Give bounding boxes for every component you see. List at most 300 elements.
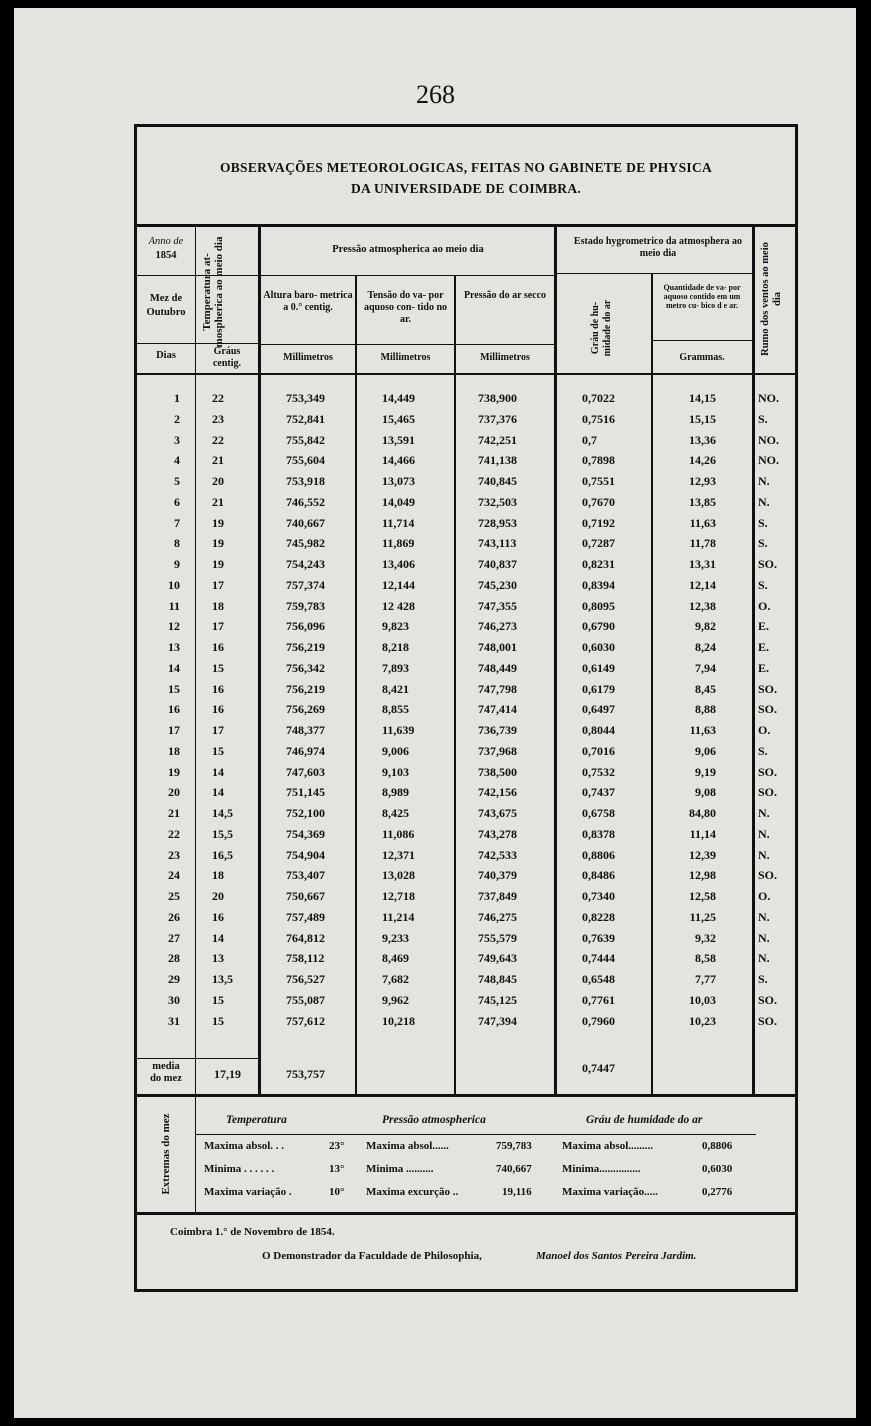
cell-day: 21 [168,806,180,820]
cell-altura: 757,612 [286,1013,325,1028]
table-row [136,948,796,969]
table-row [136,699,796,720]
cell-vapor: 8,24 [695,640,716,654]
cell-humidade: 0,7192 [582,515,615,530]
cell-pressao: 736,739 [478,723,517,737]
cell-tensao: 8,425 [382,806,409,820]
table-row [136,907,796,928]
cell-vento: E. [758,640,770,654]
extremas-col-rule [195,1096,196,1212]
cell-tensao: 14,466 [382,453,415,468]
ext-p-max-label: Maxima absol...... [366,1140,449,1152]
cell-day: 28 [168,951,180,966]
cell-vento: N. [758,847,770,862]
ext-h-var-value: 0,2776 [702,1186,733,1198]
table-row [136,762,796,783]
table-row [136,845,796,866]
cell-vento: O. [758,598,771,613]
cell-humidade: 0,7639 [582,930,615,945]
table-row [136,533,796,554]
cell-vento: O. [758,723,771,737]
cell-vento: S. [758,743,768,758]
table-row [136,658,796,679]
cell-vapor: 12,14 [689,577,716,592]
cell-vapor: 11,78 [689,536,716,551]
cell-vapor: 10,23 [689,1013,716,1028]
cell-temp: 17 [212,619,224,634]
cell-tensao: 14,449 [382,391,415,405]
cell-tensao: 8,469 [382,951,409,966]
cell-pressao: 748,845 [478,972,517,986]
cell-temp: 16 [212,681,224,696]
cell-temp: 19 [212,536,224,551]
cell-pressao: 747,394 [478,1013,517,1028]
cell-pressao: 742,533 [478,847,517,862]
cell-pressao: 755,579 [478,930,517,945]
cell-day: 26 [168,909,180,924]
cell-tensao: 8,989 [382,785,409,800]
cell-vapor: 84,80 [689,806,716,820]
cell-altura: 752,100 [286,806,325,820]
ext-p-var-value: 19,116 [502,1186,532,1198]
cell-temp: 21 [212,494,224,509]
table-row [136,616,796,637]
cell-altura: 748,377 [286,723,325,737]
cell-tensao: 8,421 [382,681,409,696]
extremas-top-rule [136,1094,796,1097]
cell-altura: 755,842 [286,432,325,447]
cell-altura: 746,974 [286,743,325,758]
cell-vapor: 7,94 [695,660,716,675]
ext-t-var-value: 10° [329,1186,345,1198]
cell-altura: 753,918 [286,474,325,488]
cell-temp: 23 [212,411,224,426]
cell-vapor: 11,14 [689,826,716,841]
cell-day: 12 [168,619,180,634]
cell-humidade: 0,6179 [582,681,615,696]
cell-temp: 15 [212,660,224,675]
cell-altura: 755,604 [286,453,325,468]
ext-t-max-label: Maxima absol. . . [204,1140,285,1152]
table-row [136,554,796,575]
cell-temp: 15,5 [212,826,233,841]
table-row [136,679,796,700]
cell-temp: 15 [212,743,224,758]
cell-temp: 16 [212,909,224,924]
cell-day: 22 [168,826,180,841]
cell-altura: 754,904 [286,847,325,862]
cell-day: 24 [168,868,180,883]
cell-altura: 756,269 [286,702,325,717]
footer-signature-prefix: O Demonstrador da Faculdade de Philosophia, [262,1250,482,1262]
cell-day: 2 [174,411,180,426]
cell-humidade: 0,7960 [582,1013,615,1028]
cell-humidade: 0,7 [582,432,597,447]
extremas-head-rule [196,1134,756,1135]
cell-vapor: 9,19 [695,764,716,779]
cell-day: 23 [168,847,180,862]
table-row [136,575,796,596]
cell-vento: N. [758,909,770,924]
cell-pressao: 738,900 [478,391,517,405]
cell-temp: 14 [212,930,224,945]
table-row [136,409,796,430]
cell-vapor: 9,08 [695,785,716,800]
cell-humidade: 0,7532 [582,764,615,779]
cell-altura: 756,219 [286,681,325,696]
table-row [136,637,796,658]
header-tensao: Tensão do va- por aquoso con- tido no ar. [363,290,448,325]
cell-vento: SO. [758,1013,778,1028]
header-mez: Mez de [149,293,183,304]
cell-vento: SO. [758,868,778,883]
table-row [136,990,796,1011]
cell-day: 8 [174,536,180,551]
cell-tensao: 11,086 [382,826,415,841]
cell-vapor: 11,63 [689,515,716,530]
ext-h-min-value: 0,6030 [702,1163,733,1175]
cell-temp: 14 [212,785,224,800]
cell-altura: 764,812 [286,930,325,945]
cell-vento: S. [758,972,768,986]
cell-vapor: 9,32 [695,930,716,945]
cell-pressao: 746,273 [478,619,517,634]
cell-altura: 756,527 [286,972,325,986]
cell-humidade: 0,8095 [582,598,615,613]
cell-day: 25 [168,889,180,903]
cell-humidade: 0,6149 [582,660,615,675]
ext-t-var-label: Maxima variação . [204,1186,292,1198]
cell-vento: S. [758,411,768,426]
header-quantidade: Quantidade de va- por aquoso contido em um metro cu- bico d e ar. [663,283,741,310]
cell-pressao: 745,125 [478,992,517,1007]
cell-vento: N. [758,826,770,841]
media-label-1: media [152,1061,180,1072]
header-mez-name: Outubro [146,307,186,318]
cell-tensao: 11,214 [382,909,415,924]
cell-vento: SO. [758,992,778,1007]
cell-vento: N. [758,806,770,820]
cell-day: 30 [168,992,180,1007]
cell-altura: 757,374 [286,577,325,592]
ext-t-min-value: 13° [329,1163,345,1175]
cell-altura: 758,112 [286,951,325,966]
cell-temp: 18 [212,598,224,613]
cell-vento: N. [758,474,770,488]
cell-vapor: 11,25 [689,909,716,924]
cell-temp: 19 [212,557,224,571]
cell-day: 31 [168,1013,180,1028]
cell-vapor: 12,38 [689,598,716,613]
cell-temp: 18 [212,868,224,883]
header-rumo: Rumo dos ventos ao meio dia [760,242,783,356]
cell-temp: 15 [212,1013,224,1028]
cell-vapor: 14,15 [689,391,716,405]
cell-temp: 13 [212,951,224,966]
table-row [136,513,796,534]
cell-altura: 756,219 [286,640,325,654]
cell-day: 18 [168,743,180,758]
cell-humidade: 0,8044 [582,723,615,737]
cell-temp: 16 [212,702,224,717]
media-label-2: do mez [150,1073,182,1084]
cell-day: 16 [168,702,180,717]
cell-tensao: 12,144 [382,577,415,592]
table-row [136,969,796,990]
header-dias: Dias [156,350,176,361]
cell-vento: NO. [758,391,779,405]
cell-tensao: 8,218 [382,640,409,654]
header-pressao: Pressão atmospherica ao meio dia [332,244,484,255]
header-mm-3: Millimetros [480,352,530,363]
cell-tensao: 9,233 [382,930,409,945]
cell-temp: 17 [212,723,224,737]
cell-vapor: 12,39 [689,847,716,862]
cell-day: 17 [168,723,180,737]
cell-temp: 20 [212,889,224,903]
cell-pressao: 743,278 [478,826,517,841]
cell-humidade: 0,8394 [582,577,615,592]
ext-t-min-label: Minima . . . . . . [204,1163,275,1175]
cell-tensao: 13,406 [382,557,415,571]
cell-vento: E. [758,619,770,634]
cell-altura: 745,982 [286,536,325,551]
title-line-1: OBSERVAÇÕES METEOROLOGICAS, FEITAS NO GABINETE DE PHYSICA [219,160,713,175]
cell-tensao: 11,869 [382,536,415,551]
cell-pressao: 737,968 [478,743,517,758]
cell-pressao: 728,953 [478,515,517,530]
cell-day: 6 [174,494,180,509]
header-mm-2: Millimetros [380,352,431,363]
table-row [136,492,796,513]
cell-humidade: 0,7670 [582,494,615,509]
media-humidade: 0,7447 [582,1061,615,1075]
cell-altura: 755,087 [286,992,325,1007]
cell-altura: 750,667 [286,889,325,903]
cell-pressao: 738,500 [478,764,517,779]
header-mm-1: Millimetros [283,352,333,363]
table-row [136,865,796,886]
cell-temp: 13,5 [212,972,233,986]
cell-altura: 756,342 [286,660,325,675]
cell-tensao: 8,855 [382,702,409,717]
cell-altura: 747,603 [286,764,325,779]
cell-day: 14 [168,660,180,675]
cell-vapor: 9,82 [695,619,716,634]
cell-pressao: 737,849 [478,889,517,903]
cell-pressao: 740,379 [478,868,517,883]
cell-tensao: 12 428 [382,598,415,613]
cell-humidade: 0,6758 [582,806,615,820]
cell-vapor: 12,93 [689,474,716,488]
cell-pressao: 745,230 [478,577,517,592]
cell-day: 20 [168,785,180,800]
cell-temp: 15 [212,992,224,1007]
cell-temp: 21 [212,453,224,468]
cell-tensao: 9,103 [382,764,409,779]
cell-tensao: 13,028 [382,868,415,883]
cell-vento: S. [758,515,768,530]
cell-temp: 22 [212,432,224,447]
cell-vapor: 15,15 [689,411,716,426]
ext-pres-head: Pressão atmospherica [382,1114,486,1126]
header-anno: Anno de [148,236,184,247]
cell-vento: SO. [758,764,778,779]
cell-humidade: 0,8486 [582,868,615,883]
ext-p-var-label: Maxima excurção .. [366,1186,459,1198]
cell-tensao: 11,714 [382,515,415,530]
cell-humidade: 0,8378 [582,826,615,841]
header-rule-estado [556,273,752,274]
header-temperatura: Temperatura at- mospherica ao meio dia [201,236,225,348]
ext-p-max-value: 759,783 [496,1140,532,1152]
header-rule-units [260,344,556,345]
cell-humidade: 0,6790 [582,619,615,634]
cell-tensao: 9,006 [382,743,409,758]
cell-vapor: 13,31 [689,557,716,571]
header-rule-anno [136,275,260,276]
cell-tensao: 9,962 [382,992,409,1007]
cell-pressao: 748,001 [478,640,517,654]
header-rule-quant [652,340,752,341]
cell-tensao: 10,218 [382,1013,415,1028]
table-row [136,928,796,949]
cell-pressao: 747,798 [478,681,517,696]
cell-vento: O. [758,889,771,903]
header-grammas: Grammas. [679,352,725,363]
cell-pressao: 749,643 [478,951,517,966]
cell-vento: NO. [758,432,779,447]
cell-temp: 20 [212,474,224,488]
cell-vento: E. [758,660,770,675]
header-top-rule [136,224,796,227]
cell-altura: 753,349 [286,391,325,405]
cell-tensao: 13,591 [382,432,415,447]
footer-rule [136,1212,796,1215]
cell-pressao: 746,275 [478,909,517,924]
cell-altura: 754,243 [286,557,325,571]
table-row [136,741,796,762]
cell-humidade: 0,7022 [582,391,615,405]
cell-vapor: 9,06 [695,743,716,758]
ext-hum-head: Gráu de humidade do ar [586,1114,703,1126]
cell-day: 29 [168,972,180,986]
ext-p-min-value: 740,667 [496,1163,532,1175]
cell-temp: 19 [212,515,224,530]
cell-vapor: 14,26 [689,453,716,468]
footer-date: Coimbra 1.° de Novembro de 1854. [170,1226,335,1238]
footer-signature-name: Manoel dos Santos Pereira Jardim. [536,1250,697,1262]
cell-pressao: 732,503 [478,494,517,509]
cell-day: 11 [168,598,180,613]
header-bottom-rule [136,373,796,375]
cell-humidade: 0,7340 [582,889,615,903]
cell-pressao: 743,675 [478,806,517,820]
cell-pressao: 747,355 [478,598,517,613]
header-graus: Gráus [213,346,241,357]
cell-humidade: 0,7551 [582,474,615,488]
cell-tensao: 13,073 [382,474,415,488]
cell-temp: 14 [212,764,224,779]
cell-altura: 759,783 [286,598,325,613]
table-row [136,596,796,617]
table-row [136,824,796,845]
media-altura: 753,757 [286,1067,325,1081]
cell-vento: N. [758,951,770,966]
cell-vapor: 8,88 [695,702,716,717]
cell-altura: 754,369 [286,826,325,841]
cell-humidade: 0,7444 [582,951,615,966]
cell-humidade: 0,6548 [582,972,615,986]
cell-vapor: 8,45 [695,681,716,696]
table-row [136,1011,796,1032]
cell-humidade: 0,8228 [582,909,615,924]
cell-temp: 16 [212,640,224,654]
cell-pressao: 737,376 [478,411,517,426]
table-row [136,886,796,907]
cell-altura: 746,552 [286,494,325,509]
table-row [136,803,796,824]
cell-day: 9 [174,557,180,571]
cell-humidade: 0,7898 [582,453,615,468]
cell-day: 4 [174,453,180,468]
table-row [136,720,796,741]
cell-day: 5 [174,474,180,488]
table-row [136,388,796,409]
cell-vapor: 8,58 [695,951,716,966]
ext-t-max-value: 23° [329,1140,345,1152]
cell-day: 27 [168,930,180,945]
header-centig: centig. [212,358,242,369]
cell-vento: SO. [758,785,778,800]
cell-vapor: 12,98 [689,868,716,883]
cell-day: 13 [168,640,180,654]
page-number: 268 [416,80,455,109]
cell-temp: 17 [212,577,224,592]
header-grau-humidade: Gráu de hu- midade do ar [590,299,613,357]
cell-altura: 753,407 [286,868,325,883]
cell-pressao: 740,845 [478,474,517,488]
header-pressao-ar: Pressão do ar secco [463,290,547,301]
ext-h-var-label: Maxima variação..... [562,1186,658,1198]
table-row [136,430,796,451]
cell-temp: 16,5 [212,847,233,862]
cell-humidade: 0,7437 [582,785,615,800]
cell-tensao: 9,823 [382,619,409,634]
cell-day: 19 [168,764,180,779]
cell-temp: 22 [212,391,224,405]
header-altura: Altura baro- metrica a 0.° centig. [263,290,353,313]
cell-day: 10 [168,577,180,592]
table-row [136,471,796,492]
cell-altura: 751,145 [286,785,325,800]
ext-temp-head: Temperatura [226,1114,287,1126]
cell-vento: N. [758,930,770,945]
cell-pressao: 742,251 [478,432,517,447]
cell-altura: 757,489 [286,909,325,924]
cell-tensao: 7,893 [382,660,409,675]
cell-pressao: 742,156 [478,785,517,800]
cell-vento: SO. [758,557,778,571]
ext-h-max-value: 0,8806 [702,1140,733,1152]
cell-tensao: 12,718 [382,889,415,903]
cell-vento: SO. [758,702,778,717]
ext-h-min-label: Minima............... [562,1163,641,1175]
cell-humidade: 0,7516 [582,411,615,426]
cell-vento: NO. [758,453,779,468]
cell-altura: 752,841 [286,411,325,426]
cell-day: 1 [174,391,180,405]
